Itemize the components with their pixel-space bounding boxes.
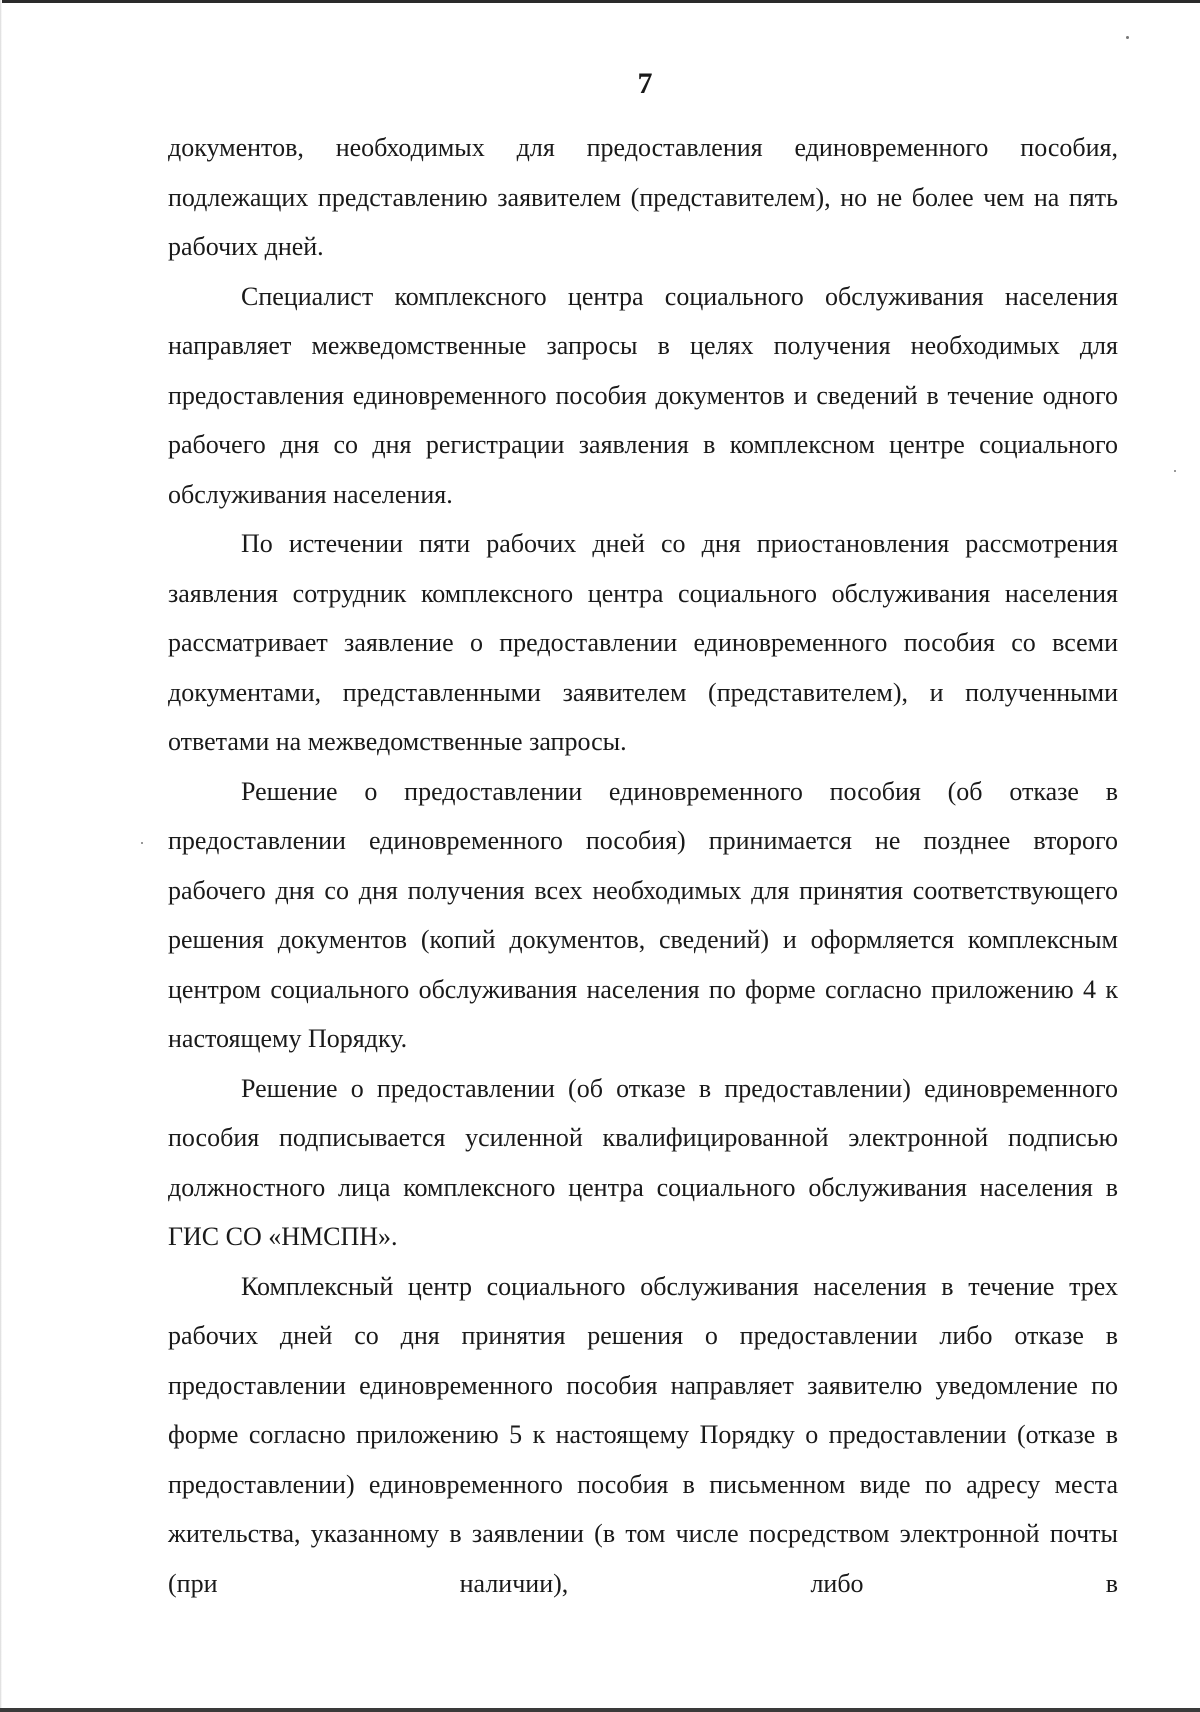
- paragraph-decision-signature: Решение о предоставлении (об отказе в предоставлении) единовременного пособия подписывается усиленной квалифицированной электронной подписью должностного лица комплексного центра социального обслуживания населения в ГИС СО «НМСПН».: [168, 1073, 1118, 1251]
- paragraph-continuation: документов, необходимых для предоставления единовременного пособия, подлежащих представлению заявителем (представителем), но не более чем на пять рабочих дней.: [168, 133, 1118, 261]
- scan-speck: [141, 842, 143, 844]
- page-number: 7: [637, 67, 653, 100]
- scan-top-border: [0, 0, 1200, 3]
- paragraph-interagency-requests: Специалист комплексного центра социального обслуживания населения направляет межведомственные запросы в целях получения необходимых для предоставления единовременного пособия документов и сведений в течение одного рабочего дня со дня регистрации заявления в комплексном центре социального обслуживания населения.: [168, 281, 1118, 509]
- scan-bottom-border: [0, 1708, 1200, 1712]
- paragraph-notification: Комплексный центр социального обслуживания населения в течение трех рабочих дней со дня принятия решения о предоставлении либо отказе в предоставлении единовременного пособия направляет заявителю уведомление по форме согласно приложению 5 к настоящему Порядку о предоставлении (отказе в предоставлении) единовременного пособия в письменном виде по адресу места жительства, указанному в заявлении (в том числе посредством электронной почты (при наличии), либо в: [168, 1271, 1118, 1598]
- scan-speck: [1126, 36, 1129, 39]
- scan-speck: [1174, 470, 1176, 472]
- document-body: [168, 123, 1118, 1608]
- paragraph-application-review: По истечении пяти рабочих дней со дня приостановления рассмотрения заявления сотрудник комплексного центра социального обслуживания населения рассматривает заявление о предоставлении единовременного пособия со всеми документами, представленными заявителем (представителем), и полученными ответами на межведомственные запросы.: [168, 529, 1118, 756]
- scan-left-shadow: [0, 0, 2, 1712]
- paragraph-decision-deadline: Решение о предоставлении единовременного пособия (об отказе в предоставлении единовременного пособия) принимается не позднее второго рабочего дня со дня получения всех необходимых для принятия соответствующего решения документов (копий документов, сведений) и оформляется комплексным центром социального обслуживания населения по форме согласно приложению 4 к настоящему Порядку.: [168, 776, 1118, 1053]
